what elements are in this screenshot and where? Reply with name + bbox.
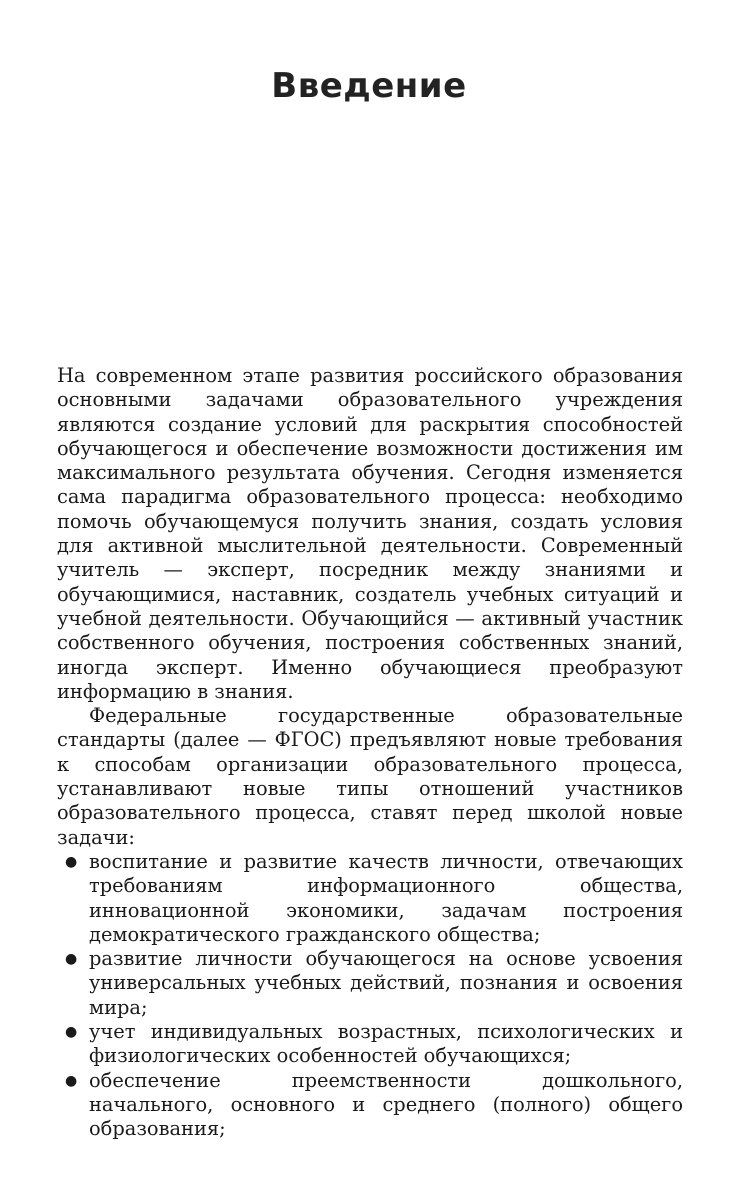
bullet-list xyxy=(57,850,683,1142)
list-item-text: учет индивидуальных возрастных, психологических и физиологических особенностей обучающихся; xyxy=(89,1020,683,1068)
list-item xyxy=(57,850,683,947)
page-title: Введение xyxy=(271,66,467,106)
list-item-text: воспитание и развитие качеств личности, отвечающих требованиям информационного общества, инновационной экономики, задачам построения демократического гражданского общества; xyxy=(89,849,683,946)
paragraph-2: Федеральные государственные образовательные стандарты (далее — ФГОС) предъявляют новые требования к способам организации образовательного процесса, устанавливают новые типы отношений участников образовательного процесса, ставят перед школой новые задачи: xyxy=(57,704,683,849)
paragraph-1: На современном этапе развития российского образования основными задачами образовательного учреждения являются создание условий для раскрытия способностей обучающегося и обеспечение возможности достижения им максимального результата обучения. Сегодня изменяется сама парадигма образовательного процесса: необходимо помочь обучающемуся получить знания, создать условия для активной мыслительной деятельности. Современный учитель — эксперт, посредник между знаниями и обучающимися, наставник, создатель учебных ситуаций и учебной деятельности. Обучающийся — активный участник собственного обучения, построения собственных знаний, иногда эксперт. Именно обучающиеся преобразуют информацию в знания. xyxy=(57,364,683,703)
list-item xyxy=(57,1069,683,1142)
bullet-icon: ● xyxy=(65,951,78,968)
bullet-icon: ● xyxy=(65,853,78,870)
bullet-icon: ● xyxy=(65,1072,78,1089)
list-item xyxy=(57,947,683,1020)
bullet-icon: ● xyxy=(65,1024,78,1041)
list-item-text: обеспечение преемственности дошкольного, начального, основного и среднего (полного) общего образования; xyxy=(89,1068,683,1141)
list-item xyxy=(57,1020,683,1069)
list-item-text: развитие личности обучающегося на основе усвоения универсальных учебных действий, познания и освоения мира; xyxy=(89,947,683,1019)
body-text xyxy=(57,364,683,1142)
